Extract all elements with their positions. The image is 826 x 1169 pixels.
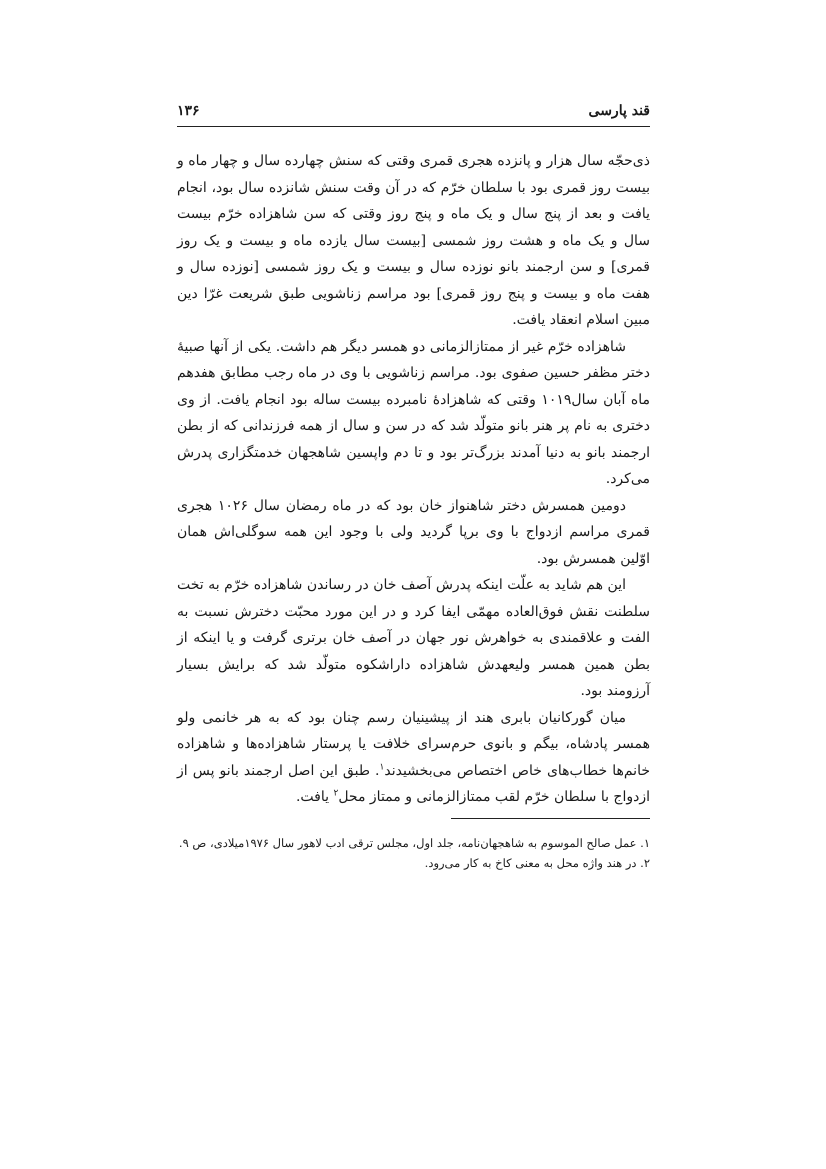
footnotes bbox=[177, 833, 650, 873]
paragraph-text: دومین همسرش دختر شاهنواز خان بود که در ماه رمضان سال ۱۰۲۶ هجری قمری مراسم ازدواج با وی برپا گردید ولی با وجود این همه سوگلی‌اش همان اوّلین همسرش بود. bbox=[177, 497, 650, 567]
footnote-1: ۱. عمل صالح الموسوم به شاهجهان‌نامه، جلد اول، مجلس ترقی ادب لاهور سال ۱۹۷۶میلادی، ص ۹. bbox=[178, 836, 650, 850]
paragraph-text: این هم شاید به علّت اینکه پدرش آصف خان در رساندن شاهزاده خرّم به تخت سلطنت نقش فوق‌العاده مهمّی ایفا کرد و در این مورد محبّت دخترش نسبت به الفت و علاقمندی به خواهرش نور جهان در آصف خان برتری گرفت و یا اینکه از بطن همین همسر ولیعهدش شاهزاده داراشکوه متولّد شد که برایش بسیار آرزومند بود. bbox=[177, 577, 650, 699]
paragraph-3 bbox=[177, 493, 650, 573]
running-header bbox=[177, 100, 650, 127]
paragraph-text: یافت. bbox=[295, 789, 334, 805]
paragraph-text: ذی‌حجّه سال هزار و پانزده هجری قمری وقتی که سنش چهارده سال و چهار ماه و بیست روز قمری بود با سلطان خرّم که در آن وقت سنش شانزده سال بود، انجام یافت و بعد از پنج سال و یک ماه و پنج روز وقتی که سن شاهزاده خرّم بیست سال و یک ماه و هشت روز شمسی [بیست سال یازده ماه و بیست و یک روز قمری] و سن ارجمند بانو نوزده سال و بیست و یک روز شمسی [نوزده سال و هفت ماه و بیست و پنج روز قمری] بود مراسم زناشویی طبق شریعت غرّا دین مبین اسلام انعقاد یافت. bbox=[177, 153, 650, 328]
paragraph-5 bbox=[177, 705, 650, 811]
paragraph-4 bbox=[177, 572, 650, 705]
footnote-marker-1[interactable]: ۱ bbox=[379, 761, 385, 772]
paragraph-text: شاهزاده خرّم غیر از ممتازالزمانی دو همسر دیگر هم داشت. یکی از آنها صبیهٔ دختر مظفر حسین صفوی بود. مراسم زناشویی با وی در ماه رجب مطابق هفدهم ماه آبان سال۱۰۱۹ وقتی که شاهزادهٔ نامبرده بیست ساله بود انجام یافت. از وی دختری به نام پر هنر بانو متولّد شد که در سن و سال از همه فرزندانی که از بطن ارجمند بانو به دنیا آمدند بزرگ‌تر بود و تا دم واپسین شاهجهان خدمتگزاری پدرش می‌کرد. bbox=[177, 338, 650, 487]
page-number: ۱۳۶ bbox=[177, 103, 200, 119]
footnote-2: ۲. در هند واژه محل به معنی کاخ به کار می‌رود. bbox=[424, 856, 650, 870]
paragraph-text: . طبق این اصل ارجمند بانو پس از ازدواج با سلطان خرّم لقب ممتازالزمانی و ممتاز محل bbox=[177, 762, 650, 805]
journal-name: قند پارسی bbox=[588, 103, 650, 119]
footnote-divider bbox=[451, 818, 650, 819]
footnote-marker-2[interactable]: ۲ bbox=[333, 788, 339, 799]
paragraph-text: میان گورکانیان بابری هند از پیشینیان رسم چنان بود که به هر خانمی ولو همسر پادشاه، بیگم و بانوی حرم‌سرای خلافت یا پرستار شاهزاده‌ها و شاهزاده خانم‌ها خطاب‌های خاص اختصاص می‌بخشیدند bbox=[177, 709, 650, 779]
paragraph-2 bbox=[177, 334, 650, 493]
paragraph-1 bbox=[177, 148, 650, 334]
main-text bbox=[177, 148, 650, 811]
